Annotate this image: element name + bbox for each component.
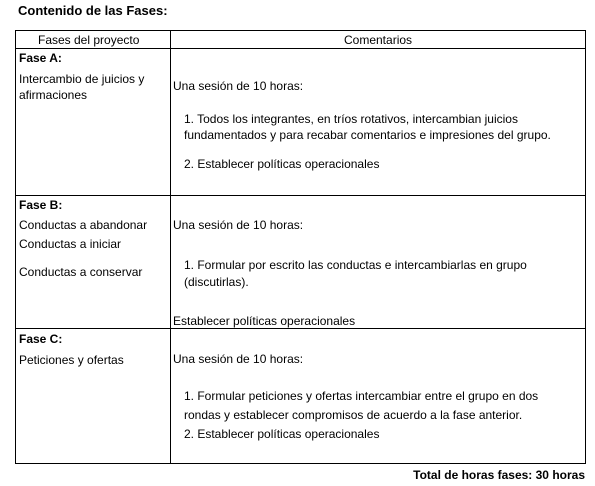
phase-b-title: Fase B: [19,198,63,212]
header-divider [16,48,585,49]
header-phases: Fases del proyecto [38,33,140,47]
header-comments: Comentarios [344,33,413,47]
section-title: Contenido de las Fases: [18,3,168,18]
phase-b-item: Conductas a abandonar [19,218,148,232]
phase-b-comment: (discutirlas). [184,275,249,289]
phase-a-title: Fase A: [19,51,62,65]
phase-a-item: afirmaciones [19,88,88,102]
phases-table [15,30,586,464]
phase-c-comment: 2. Establecer políticas operacionales [184,427,380,441]
phase-b-item: Conductas a conservar [19,265,143,279]
phase-c-session: Una sesión de 10 horas: [173,352,304,366]
phase-b-comment: 1. Formular por escrito las conductas e intercambiarlas en grupo [184,258,527,272]
phase-a-session: Una sesión de 10 horas: [173,79,304,93]
phase-a-comment: 1. Todos los integrantes, en tríos rotativos, intercambian juicios [184,112,518,126]
row-divider [16,195,585,196]
column-divider [170,31,171,463]
phase-a-comment: 2. Establecer políticas operacionales [184,157,380,171]
phase-c-comment: 1. Formular peticiones y ofertas intercambiar entre el grupo en dos [184,389,539,403]
phase-a-comment: fundamentados y para recabar comentarios e impresiones del grupo. [184,128,551,142]
phase-c-comment: rondas y establecer compromisos de acuerdo a la fase anterior. [184,408,523,422]
phase-b-session: Una sesión de 10 horas: [173,218,304,232]
phase-c-title: Fase C: [19,332,63,346]
phase-a-item: Intercambio de juicios y [19,72,145,86]
total-hours: Total de horas fases: 30 horas [413,468,585,482]
phase-c-item: Peticiones y ofertas [19,353,124,367]
phase-b-item: Conductas a iniciar [19,237,122,251]
phase-b-comment: Establecer políticas operacionales [173,314,356,328]
